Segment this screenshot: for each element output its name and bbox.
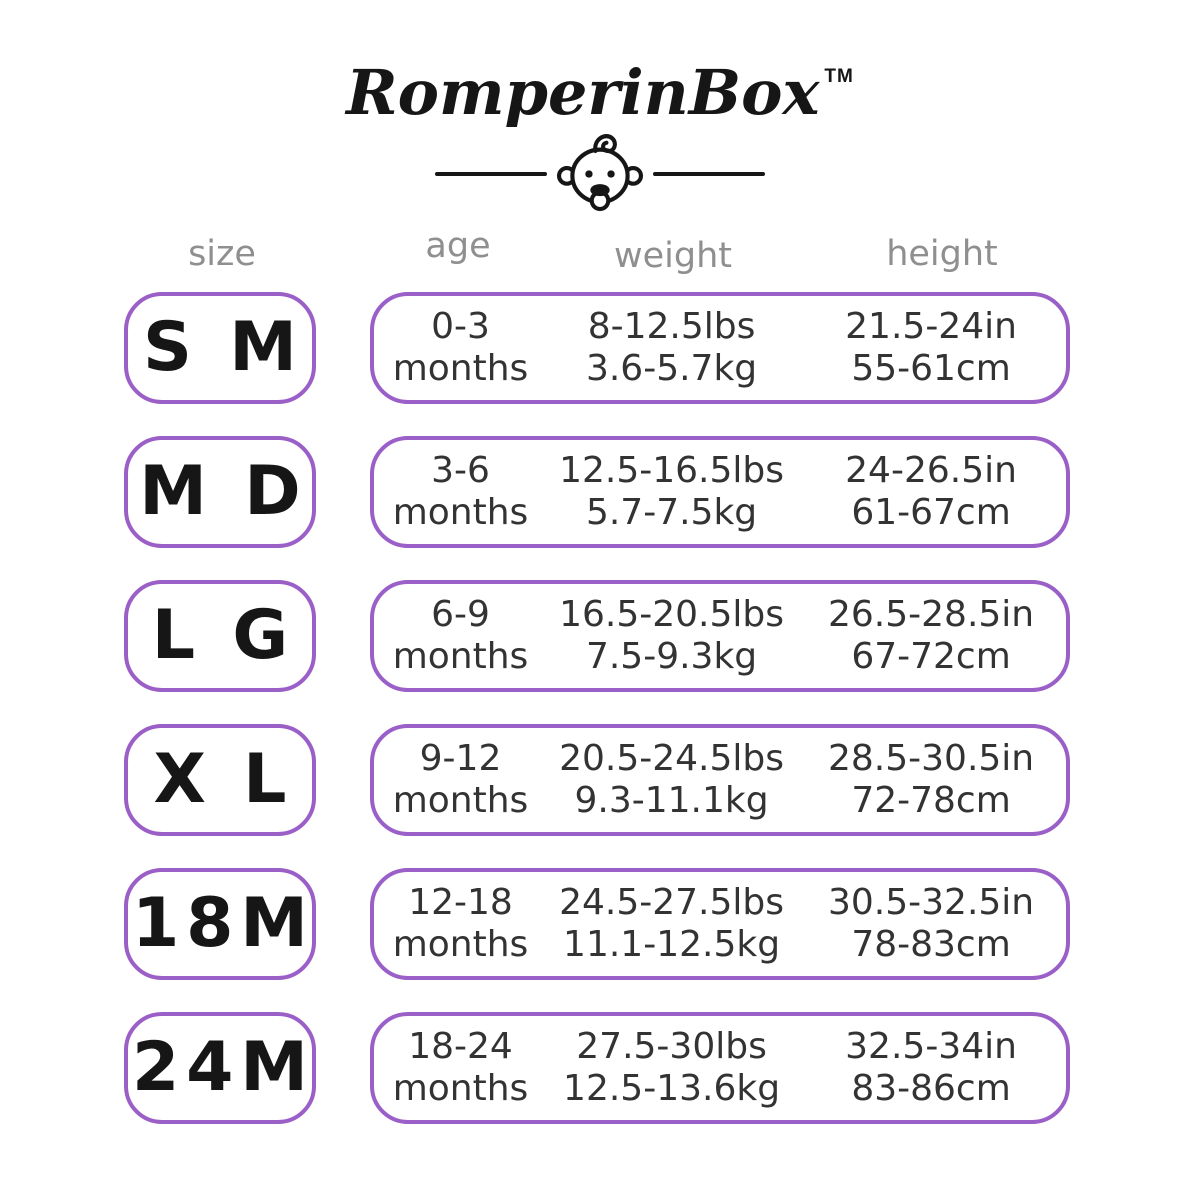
size-badge xyxy=(124,868,316,980)
age-cell xyxy=(374,594,547,679)
age-unit: months xyxy=(392,636,529,677)
weight-lbs: 27.5-30lbs xyxy=(576,1025,767,1067)
table-row-sm xyxy=(124,292,1070,404)
height-cm: 83-86cm xyxy=(851,1068,1011,1109)
header-height: height xyxy=(886,234,998,274)
age-unit: months xyxy=(392,492,529,533)
height-cell xyxy=(796,306,1066,391)
row-details xyxy=(370,292,1070,404)
height-in: 26.5-28.5in xyxy=(827,593,1035,635)
weight-kg: 5.7-7.5kg xyxy=(585,492,758,533)
size-label: 24M xyxy=(132,1028,315,1107)
table-row-xl xyxy=(124,724,1070,836)
trademark-symbol: TM xyxy=(824,66,854,87)
age-range: 9-12 xyxy=(419,737,502,779)
size-badge xyxy=(124,724,316,836)
weight-cell xyxy=(547,738,796,823)
size-label: X L xyxy=(153,740,294,819)
age-cell xyxy=(374,450,547,535)
size-badge xyxy=(124,436,316,548)
weight-cell xyxy=(547,450,796,535)
weight-lbs: 12.5-16.5lbs xyxy=(559,449,785,491)
row-details xyxy=(370,868,1070,980)
weight-kg: 3.6-5.7kg xyxy=(585,348,758,389)
age-range: 6-9 xyxy=(431,593,490,635)
height-cell xyxy=(796,738,1066,823)
size-badge xyxy=(124,1012,316,1124)
divider-line-left xyxy=(435,172,547,176)
height-in: 32.5-34in xyxy=(845,1025,1017,1067)
table-row-24m xyxy=(124,1012,1070,1124)
size-label: S M xyxy=(143,308,304,387)
height-cell xyxy=(796,594,1066,679)
weight-kg: 7.5-9.3kg xyxy=(585,636,758,677)
weight-cell xyxy=(547,1026,796,1111)
weight-lbs: 8-12.5lbs xyxy=(587,305,756,347)
height-in: 28.5-30.5in xyxy=(827,737,1035,779)
height-in: 30.5-32.5in xyxy=(827,881,1035,923)
age-cell xyxy=(374,306,547,391)
weight-lbs: 20.5-24.5lbs xyxy=(559,737,785,779)
height-cm: 61-67cm xyxy=(851,492,1011,533)
header-weight: weight xyxy=(613,236,733,276)
logo-divider xyxy=(0,128,1200,220)
size-label: M D xyxy=(139,452,308,531)
height-in: 24-26.5in xyxy=(845,449,1017,491)
size-label: L G xyxy=(151,596,295,675)
row-details xyxy=(370,436,1070,548)
age-cell xyxy=(374,1026,547,1111)
height-cm: 72-78cm xyxy=(851,780,1011,821)
age-cell xyxy=(374,882,547,967)
height-cm: 78-83cm xyxy=(851,924,1011,965)
weight-lbs: 24.5-27.5lbs xyxy=(559,881,785,923)
age-cell xyxy=(374,738,547,823)
weight-kg: 11.1-12.5kg xyxy=(563,924,781,965)
age-range: 18-24 xyxy=(408,1025,513,1067)
age-unit: months xyxy=(392,924,529,965)
age-unit: months xyxy=(392,348,529,389)
size-badge xyxy=(124,292,316,404)
weight-kg: 9.3-11.1kg xyxy=(574,780,769,821)
brand-logo xyxy=(0,56,1200,129)
height-cell xyxy=(796,882,1066,967)
size-label: 18M xyxy=(132,884,315,963)
brand-name: RomperinBox xyxy=(346,56,820,129)
size-table xyxy=(124,292,1070,1124)
weight-cell xyxy=(547,306,796,391)
age-range: 0-3 xyxy=(431,305,490,347)
table-row-18m xyxy=(124,868,1070,980)
height-cm: 67-72cm xyxy=(851,636,1011,677)
age-unit: months xyxy=(392,780,529,821)
age-range: 12-18 xyxy=(408,881,513,923)
height-in: 21.5-24in xyxy=(845,305,1017,347)
row-details xyxy=(370,724,1070,836)
weight-cell xyxy=(547,594,796,679)
weight-cell xyxy=(547,882,796,967)
table-row-md xyxy=(124,436,1070,548)
size-badge xyxy=(124,580,316,692)
weight-lbs: 16.5-20.5lbs xyxy=(559,593,785,635)
height-cell xyxy=(796,450,1066,535)
row-details xyxy=(370,1012,1070,1124)
row-details xyxy=(370,580,1070,692)
divider-line-right xyxy=(653,172,765,176)
header-size: size xyxy=(188,234,256,274)
table-row-lg xyxy=(124,580,1070,692)
height-cm: 55-61cm xyxy=(851,348,1011,389)
header-age: age xyxy=(425,226,491,266)
baby-face-icon xyxy=(554,128,646,220)
height-cell xyxy=(796,1026,1066,1111)
age-range: 3-6 xyxy=(431,449,490,491)
column-headers xyxy=(0,226,1200,276)
weight-kg: 12.5-13.6kg xyxy=(563,1068,781,1109)
age-unit: months xyxy=(392,1068,529,1109)
